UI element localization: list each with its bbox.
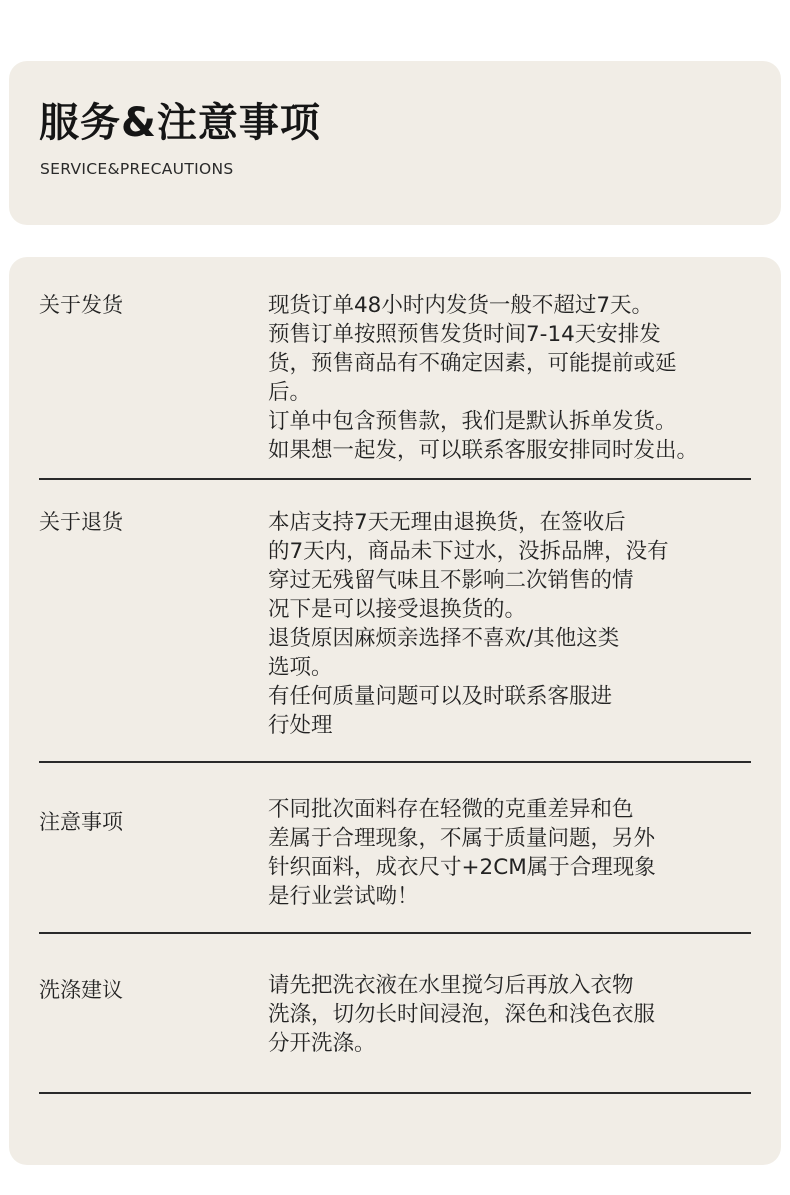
divider bbox=[39, 1092, 751, 1094]
page-subtitle: SERVICE&PRECAUTIONS bbox=[40, 160, 234, 178]
text-line: 退货原因麻烦亲选择不喜欢/其他这类 bbox=[268, 626, 620, 651]
text-line: 现货订单48小时内发货一般不超过7天。 bbox=[268, 293, 654, 318]
section-label: 洗涤建议 bbox=[39, 978, 123, 1002]
text-line: 况下是可以接受退换货的。 bbox=[268, 597, 527, 622]
text-line: 订单中包含预售款，我们是默认拆单发货。 bbox=[268, 409, 677, 434]
text-line: 行处理 bbox=[268, 713, 333, 738]
section-body bbox=[268, 291, 758, 465]
section-label: 关于退货 bbox=[39, 510, 123, 534]
text-line: 穿过无残留气味且不影响二次销售的情 bbox=[268, 568, 634, 593]
text-line: 不同批次面料存在轻微的克重差异和色 bbox=[268, 797, 634, 822]
section-label: 注意事项 bbox=[39, 810, 123, 834]
divider bbox=[39, 478, 751, 480]
text-line: 选项。 bbox=[268, 655, 333, 680]
text-line: 请先把洗衣液在水里搅匀后再放入衣物 bbox=[268, 973, 634, 998]
section-body bbox=[268, 795, 758, 911]
text-line: 如果想一起发，可以联系客服安排同时发出。 bbox=[268, 438, 699, 463]
text-line: 货，预售商品有不确定因素，可能提前或延 bbox=[268, 351, 677, 376]
section-body bbox=[268, 971, 758, 1058]
text-line: 的7天内，商品未下过水，没拆品牌，没有 bbox=[268, 539, 669, 564]
text-line: 有任何质量问题可以及时联系客服进 bbox=[268, 684, 613, 709]
text-line: 分开洗涤。 bbox=[268, 1031, 376, 1056]
divider bbox=[39, 761, 751, 763]
page-title: 服务&注意事项 bbox=[39, 100, 321, 146]
header-card bbox=[9, 61, 781, 225]
text-line: 针织面料，成衣尺寸+2CM属于合理现象 bbox=[268, 855, 656, 880]
text-line: 是行业尝试呦！ bbox=[268, 884, 419, 909]
section-body bbox=[268, 508, 758, 740]
content-card bbox=[9, 257, 781, 1165]
text-line: 后。 bbox=[268, 380, 312, 405]
text-line: 洗涤，切勿长时间浸泡，深色和浅色衣服 bbox=[268, 1002, 656, 1027]
section-label: 关于发货 bbox=[39, 293, 123, 317]
text-line: 差属于合理现象，不属于质量问题，另外 bbox=[268, 826, 656, 851]
text-line: 本店支持7天无理由退换货，在签收后 bbox=[268, 510, 626, 535]
text-line: 预售订单按照预售发货时间7-14天安排发 bbox=[268, 322, 661, 347]
divider bbox=[39, 932, 751, 934]
